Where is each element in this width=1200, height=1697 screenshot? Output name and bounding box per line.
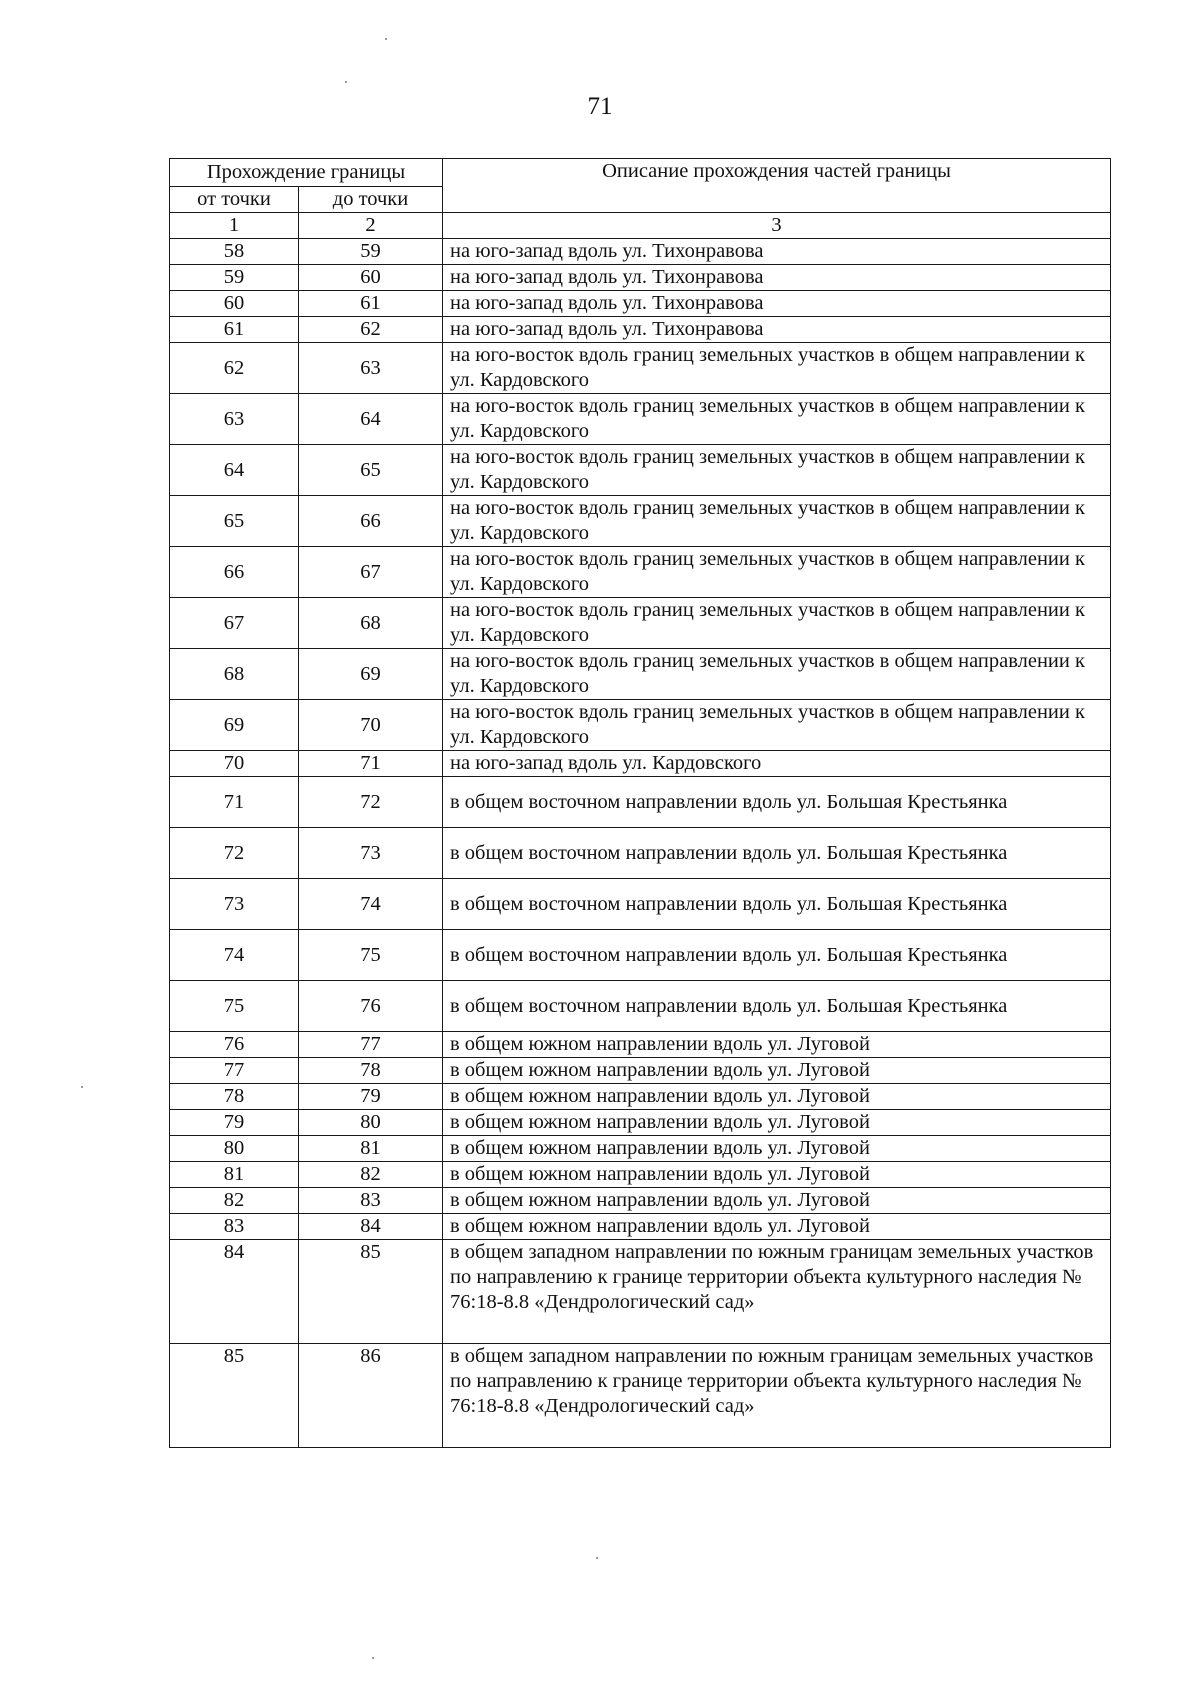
column-number-row <box>170 213 1111 239</box>
description-cell: в общем южном направлении вдоль ул. Луговой <box>443 1058 1111 1084</box>
table-row <box>170 317 1111 343</box>
scan-speck <box>345 81 347 83</box>
from-point-cell: 58 <box>170 239 299 265</box>
to-point-cell: 69 <box>299 649 443 700</box>
from-point-cell: 74 <box>170 930 299 981</box>
from-point-cell: 81 <box>170 1162 299 1188</box>
to-point-cell: 68 <box>299 598 443 649</box>
to-point-cell: 85 <box>299 1240 443 1344</box>
to-point-cell: 78 <box>299 1058 443 1084</box>
to-point-cell: 84 <box>299 1214 443 1240</box>
from-point-cell: 75 <box>170 981 299 1032</box>
table-row <box>170 1240 1111 1344</box>
table-row <box>170 930 1111 981</box>
table-row <box>170 265 1111 291</box>
from-point-cell: 85 <box>170 1344 299 1448</box>
table-row <box>170 1214 1111 1240</box>
table-row <box>170 649 1111 700</box>
to-point-cell: 60 <box>299 265 443 291</box>
from-point-cell: 82 <box>170 1188 299 1214</box>
table-row <box>170 1136 1111 1162</box>
to-point-cell: 76 <box>299 981 443 1032</box>
scan-speck <box>385 38 387 40</box>
table-row <box>170 1344 1111 1448</box>
table-row <box>170 343 1111 394</box>
description-cell: на юго-восток вдоль границ земельных участков в общем направлении к ул. Кардовского <box>443 343 1111 394</box>
table-row <box>170 239 1111 265</box>
to-point-cell: 79 <box>299 1084 443 1110</box>
from-point-cell: 65 <box>170 496 299 547</box>
table-row <box>170 598 1111 649</box>
description-cell: в общем восточном направлении вдоль ул. Большая Крестьянка <box>443 828 1111 879</box>
table-row <box>170 777 1111 828</box>
description-cell: в общем восточном направлении вдоль ул. Большая Крестьянка <box>443 981 1111 1032</box>
table-row <box>170 496 1111 547</box>
description-cell: на юго-восток вдоль границ земельных участков в общем направлении к ул. Кардовского <box>443 598 1111 649</box>
table-row <box>170 828 1111 879</box>
table-row <box>170 1032 1111 1058</box>
to-point-cell: 61 <box>299 291 443 317</box>
to-point-cell: 77 <box>299 1032 443 1058</box>
from-point-cell: 69 <box>170 700 299 751</box>
table-row <box>170 1084 1111 1110</box>
from-point-cell: 59 <box>170 265 299 291</box>
description-cell: на юго-запад вдоль ул. Тихонравова <box>443 317 1111 343</box>
table-row <box>170 700 1111 751</box>
to-point-cell: 83 <box>299 1188 443 1214</box>
to-point-cell: 70 <box>299 700 443 751</box>
column-number: 1 <box>170 213 299 239</box>
description-cell: в общем южном направлении вдоль ул. Луговой <box>443 1188 1111 1214</box>
to-point-cell: 73 <box>299 828 443 879</box>
description-cell: в общем южном направлении вдоль ул. Луговой <box>443 1162 1111 1188</box>
table-row <box>170 445 1111 496</box>
description-cell: на юго-запад вдоль ул. Кардовского <box>443 751 1111 777</box>
from-point-cell: 63 <box>170 394 299 445</box>
to-point-cell: 82 <box>299 1162 443 1188</box>
from-point-cell: 83 <box>170 1214 299 1240</box>
from-point-cell: 70 <box>170 751 299 777</box>
from-point-cell: 84 <box>170 1240 299 1344</box>
from-point-cell: 77 <box>170 1058 299 1084</box>
from-point-cell: 66 <box>170 547 299 598</box>
to-point-cell: 67 <box>299 547 443 598</box>
scan-speck <box>596 1557 598 1559</box>
from-point-cell: 78 <box>170 1084 299 1110</box>
table-row <box>170 291 1111 317</box>
from-point-cell: 67 <box>170 598 299 649</box>
to-point-cell: 64 <box>299 394 443 445</box>
column-number: 2 <box>299 213 443 239</box>
from-point-cell: 73 <box>170 879 299 930</box>
to-point-cell: 66 <box>299 496 443 547</box>
table-row <box>170 1162 1111 1188</box>
to-point-cell: 72 <box>299 777 443 828</box>
to-point-cell: 65 <box>299 445 443 496</box>
scan-speck <box>81 1086 83 1088</box>
header-description: Описание прохождения частей границы <box>443 159 1111 213</box>
to-point-cell: 59 <box>299 239 443 265</box>
description-cell: в общем южном направлении вдоль ул. Луговой <box>443 1110 1111 1136</box>
description-cell: в общем южном направлении вдоль ул. Луговой <box>443 1032 1111 1058</box>
to-point-cell: 71 <box>299 751 443 777</box>
description-cell: в общем восточном направлении вдоль ул. Большая Крестьянка <box>443 930 1111 981</box>
description-cell: на юго-запад вдоль ул. Тихонравова <box>443 291 1111 317</box>
table-row <box>170 879 1111 930</box>
description-cell: в общем южном направлении вдоль ул. Луговой <box>443 1136 1111 1162</box>
to-point-cell: 86 <box>299 1344 443 1448</box>
table-row <box>170 394 1111 445</box>
scan-speck <box>372 1657 374 1659</box>
from-point-cell: 71 <box>170 777 299 828</box>
to-point-cell: 81 <box>299 1136 443 1162</box>
from-point-cell: 68 <box>170 649 299 700</box>
header-to-point: до точки <box>299 187 443 213</box>
description-cell: на юго-восток вдоль границ земельных участков в общем направлении к ул. Кардовского <box>443 547 1111 598</box>
from-point-cell: 76 <box>170 1032 299 1058</box>
description-cell: в общем западном направлении по южным границам земельных участков по направлению к границе территории объекта культурного наследия № 76:18-8.8 «Дендрологический сад» <box>443 1344 1111 1448</box>
from-point-cell: 61 <box>170 317 299 343</box>
description-cell: в общем южном направлении вдоль ул. Луговой <box>443 1214 1111 1240</box>
description-cell: в общем западном направлении по южным границам земельных участков по направлению к границе территории объекта культурного наследия № 76:18-8.8 «Дендрологический сад» <box>443 1240 1111 1344</box>
description-cell: на юго-восток вдоль границ земельных участков в общем направлении к ул. Кардовского <box>443 394 1111 445</box>
table-row <box>170 1110 1111 1136</box>
description-cell: в общем южном направлении вдоль ул. Луговой <box>443 1084 1111 1110</box>
description-cell: на юго-запад вдоль ул. Тихонравова <box>443 239 1111 265</box>
table-row <box>170 547 1111 598</box>
to-point-cell: 75 <box>299 930 443 981</box>
table-row <box>170 1058 1111 1084</box>
page-number: 71 <box>587 93 613 120</box>
header-boundary-passage: Прохождение границы <box>170 159 443 187</box>
header-from-point: от точки <box>170 187 299 213</box>
from-point-cell: 64 <box>170 445 299 496</box>
description-cell: на юго-запад вдоль ул. Тихонравова <box>443 265 1111 291</box>
from-point-cell: 62 <box>170 343 299 394</box>
to-point-cell: 74 <box>299 879 443 930</box>
description-cell: на юго-восток вдоль границ земельных участков в общем направлении к ул. Кардовского <box>443 496 1111 547</box>
description-cell: на юго-восток вдоль границ земельных участков в общем направлении к ул. Кардовского <box>443 445 1111 496</box>
from-point-cell: 79 <box>170 1110 299 1136</box>
table-row <box>170 1188 1111 1214</box>
to-point-cell: 63 <box>299 343 443 394</box>
column-number: 3 <box>443 213 1111 239</box>
description-cell: в общем восточном направлении вдоль ул. Большая Крестьянка <box>443 879 1111 930</box>
table-row <box>170 751 1111 777</box>
from-point-cell: 80 <box>170 1136 299 1162</box>
to-point-cell: 80 <box>299 1110 443 1136</box>
description-cell: в общем восточном направлении вдоль ул. Большая Крестьянка <box>443 777 1111 828</box>
table-row <box>170 981 1111 1032</box>
from-point-cell: 60 <box>170 291 299 317</box>
boundary-table <box>169 158 1111 1448</box>
from-point-cell: 72 <box>170 828 299 879</box>
description-cell: на юго-восток вдоль границ земельных участков в общем направлении к ул. Кардовского <box>443 700 1111 751</box>
to-point-cell: 62 <box>299 317 443 343</box>
table-header-row <box>170 159 1111 187</box>
description-cell: на юго-восток вдоль границ земельных участков в общем направлении к ул. Кардовского <box>443 649 1111 700</box>
